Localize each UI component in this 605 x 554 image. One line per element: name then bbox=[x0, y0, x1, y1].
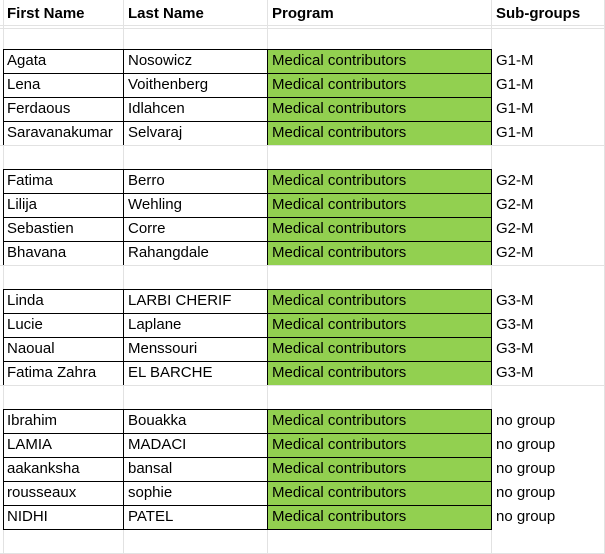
border-line bbox=[3, 361, 492, 362]
first-name-cell[interactable]: Lucie bbox=[7, 316, 43, 333]
last-name-cell[interactable]: Menssouri bbox=[128, 340, 198, 357]
first-name-cell[interactable]: Ferdaous bbox=[7, 100, 71, 117]
subgroup-cell[interactable]: G2-M bbox=[496, 220, 534, 237]
group-border bbox=[3, 169, 605, 266]
program-cell[interactable]: Medical contributors bbox=[268, 241, 492, 265]
border-line bbox=[3, 241, 492, 242]
first-name-cell[interactable]: LAMIA bbox=[7, 436, 53, 453]
group-border bbox=[3, 409, 605, 530]
border-line bbox=[267, 169, 268, 266]
first-name-cell[interactable]: NIDHI bbox=[7, 508, 48, 525]
border-line bbox=[267, 49, 268, 146]
border-line bbox=[3, 193, 492, 194]
first-name-cell[interactable]: Linda bbox=[7, 292, 44, 309]
program-cell[interactable]: Medical contributors bbox=[268, 73, 492, 97]
first-name-cell[interactable]: aakanksha bbox=[7, 460, 80, 477]
border-line bbox=[3, 529, 492, 530]
program-cell[interactable]: Medical contributors bbox=[268, 457, 492, 481]
border-line bbox=[3, 289, 4, 386]
border-line bbox=[3, 121, 492, 122]
subgroup-cell[interactable]: G2-M bbox=[496, 196, 534, 213]
last-name-cell[interactable]: Laplane bbox=[128, 316, 182, 333]
first-name-cell[interactable]: Naoual bbox=[7, 340, 55, 357]
subgroup-cell[interactable]: G1-M bbox=[496, 124, 534, 141]
border-line bbox=[3, 49, 492, 50]
border-line bbox=[3, 409, 492, 410]
program-cell[interactable]: Medical contributors bbox=[268, 121, 492, 145]
program-cell[interactable]: Medical contributors bbox=[268, 433, 492, 457]
last-name-cell[interactable]: sophie bbox=[128, 484, 173, 501]
border-line bbox=[491, 49, 492, 146]
subgroup-cell[interactable]: G2-M bbox=[496, 172, 534, 189]
border-line bbox=[3, 73, 492, 74]
group-border bbox=[3, 49, 605, 146]
last-name-cell[interactable]: LARBI CHERIF bbox=[128, 292, 232, 309]
border-line bbox=[3, 313, 492, 314]
first-name-cell[interactable]: Sebastien bbox=[7, 220, 74, 237]
subgroup-cell[interactable]: G1-M bbox=[496, 52, 534, 69]
subgroup-cell[interactable]: G3-M bbox=[496, 292, 534, 309]
gridline bbox=[0, 385, 605, 386]
first-name-cell[interactable]: rousseaux bbox=[7, 484, 77, 501]
first-name-cell[interactable]: Saravanakumar bbox=[7, 124, 113, 141]
first-name-cell[interactable]: Bhavana bbox=[7, 244, 67, 261]
last-name-cell[interactable]: EL BARCHE bbox=[128, 364, 213, 381]
program-cell[interactable]: Medical contributors bbox=[268, 481, 492, 505]
header-last-name[interactable]: Last Name bbox=[128, 5, 204, 22]
header-row bbox=[0, 0, 605, 24]
border-line bbox=[3, 97, 492, 98]
first-name-cell[interactable]: Ibrahim bbox=[7, 412, 58, 429]
border-line bbox=[3, 217, 492, 218]
border-line bbox=[3, 49, 4, 146]
subgroup-cell[interactable]: G3-M bbox=[496, 340, 534, 357]
subgroup-cell[interactable]: no group bbox=[496, 460, 556, 477]
subgroup-cell[interactable]: G1-M bbox=[496, 100, 534, 117]
program-cell[interactable]: Medical contributors bbox=[268, 313, 492, 337]
subgroup-cell[interactable]: G3-M bbox=[496, 316, 534, 333]
first-name-cell[interactable]: Lilija bbox=[7, 196, 38, 213]
border-line bbox=[3, 169, 492, 170]
program-cell[interactable]: Medical contributors bbox=[268, 505, 492, 529]
gridline bbox=[0, 265, 605, 266]
first-name-cell[interactable]: Fatima Zahra bbox=[7, 364, 97, 381]
header-program[interactable]: Program bbox=[272, 5, 334, 22]
last-name-cell[interactable]: PATEL bbox=[128, 508, 174, 525]
program-cell[interactable]: Medical contributors bbox=[268, 361, 492, 385]
gridline bbox=[0, 25, 605, 26]
gridline bbox=[0, 145, 605, 146]
first-name-cell[interactable]: Lena bbox=[7, 76, 41, 93]
program-cell[interactable]: Medical contributors bbox=[268, 49, 492, 73]
border-line bbox=[491, 289, 492, 386]
last-name-cell[interactable]: MADACI bbox=[128, 436, 187, 453]
program-cell[interactable]: Medical contributors bbox=[268, 169, 492, 193]
last-name-cell[interactable]: Nosowicz bbox=[128, 52, 193, 69]
border-line bbox=[491, 169, 492, 266]
subgroup-cell[interactable]: G3-M bbox=[496, 364, 534, 381]
last-name-cell[interactable]: Voithenberg bbox=[128, 76, 209, 93]
last-name-cell[interactable]: bansal bbox=[128, 460, 173, 477]
first-name-cell[interactable]: Agata bbox=[7, 52, 47, 69]
program-cell[interactable]: Medical contributors bbox=[268, 289, 492, 313]
border-line bbox=[267, 409, 268, 530]
border-line bbox=[3, 505, 492, 506]
last-name-cell[interactable]: Corre bbox=[128, 220, 166, 237]
header-first-name[interactable]: First Name bbox=[7, 5, 85, 22]
subgroup-cell[interactable]: no group bbox=[496, 508, 556, 525]
border-line bbox=[267, 289, 268, 386]
border-line bbox=[491, 409, 492, 530]
last-name-cell[interactable]: Wehling bbox=[128, 196, 182, 213]
border-line bbox=[3, 433, 492, 434]
border-line bbox=[123, 169, 124, 266]
border-line bbox=[3, 409, 4, 530]
border-line bbox=[123, 409, 124, 530]
program-cell[interactable]: Medical contributors bbox=[268, 337, 492, 361]
subgroup-cell[interactable]: G2-M bbox=[496, 244, 534, 261]
subgroup-cell[interactable]: no group bbox=[496, 436, 556, 453]
program-cell[interactable]: Medical contributors bbox=[268, 217, 492, 241]
border-line bbox=[3, 481, 492, 482]
last-name-cell[interactable]: Rahangdale bbox=[128, 244, 209, 261]
subgroup-cell[interactable]: no group bbox=[496, 484, 556, 501]
last-name-cell[interactable]: Bouakka bbox=[128, 412, 187, 429]
border-line bbox=[3, 337, 492, 338]
border-line bbox=[123, 49, 124, 146]
border-line bbox=[3, 289, 492, 290]
border-line bbox=[123, 289, 124, 386]
first-name-cell[interactable]: Fatima bbox=[7, 172, 53, 189]
group-border bbox=[3, 289, 605, 386]
last-name-cell[interactable]: Selvaraj bbox=[128, 124, 183, 141]
last-name-cell[interactable]: Berro bbox=[128, 172, 165, 189]
program-cell[interactable]: Medical contributors bbox=[268, 193, 492, 217]
border-line bbox=[3, 457, 492, 458]
subgroup-cell[interactable]: G1-M bbox=[496, 76, 534, 93]
last-name-cell[interactable]: Idlahcen bbox=[128, 100, 185, 117]
border-line bbox=[3, 169, 4, 266]
program-cell[interactable]: Medical contributors bbox=[268, 409, 492, 433]
header-sub-groups[interactable]: Sub-groups bbox=[496, 5, 581, 22]
gridline bbox=[0, 28, 605, 29]
program-cell[interactable]: Medical contributors bbox=[268, 97, 492, 121]
subgroup-cell[interactable]: no group bbox=[496, 412, 556, 429]
